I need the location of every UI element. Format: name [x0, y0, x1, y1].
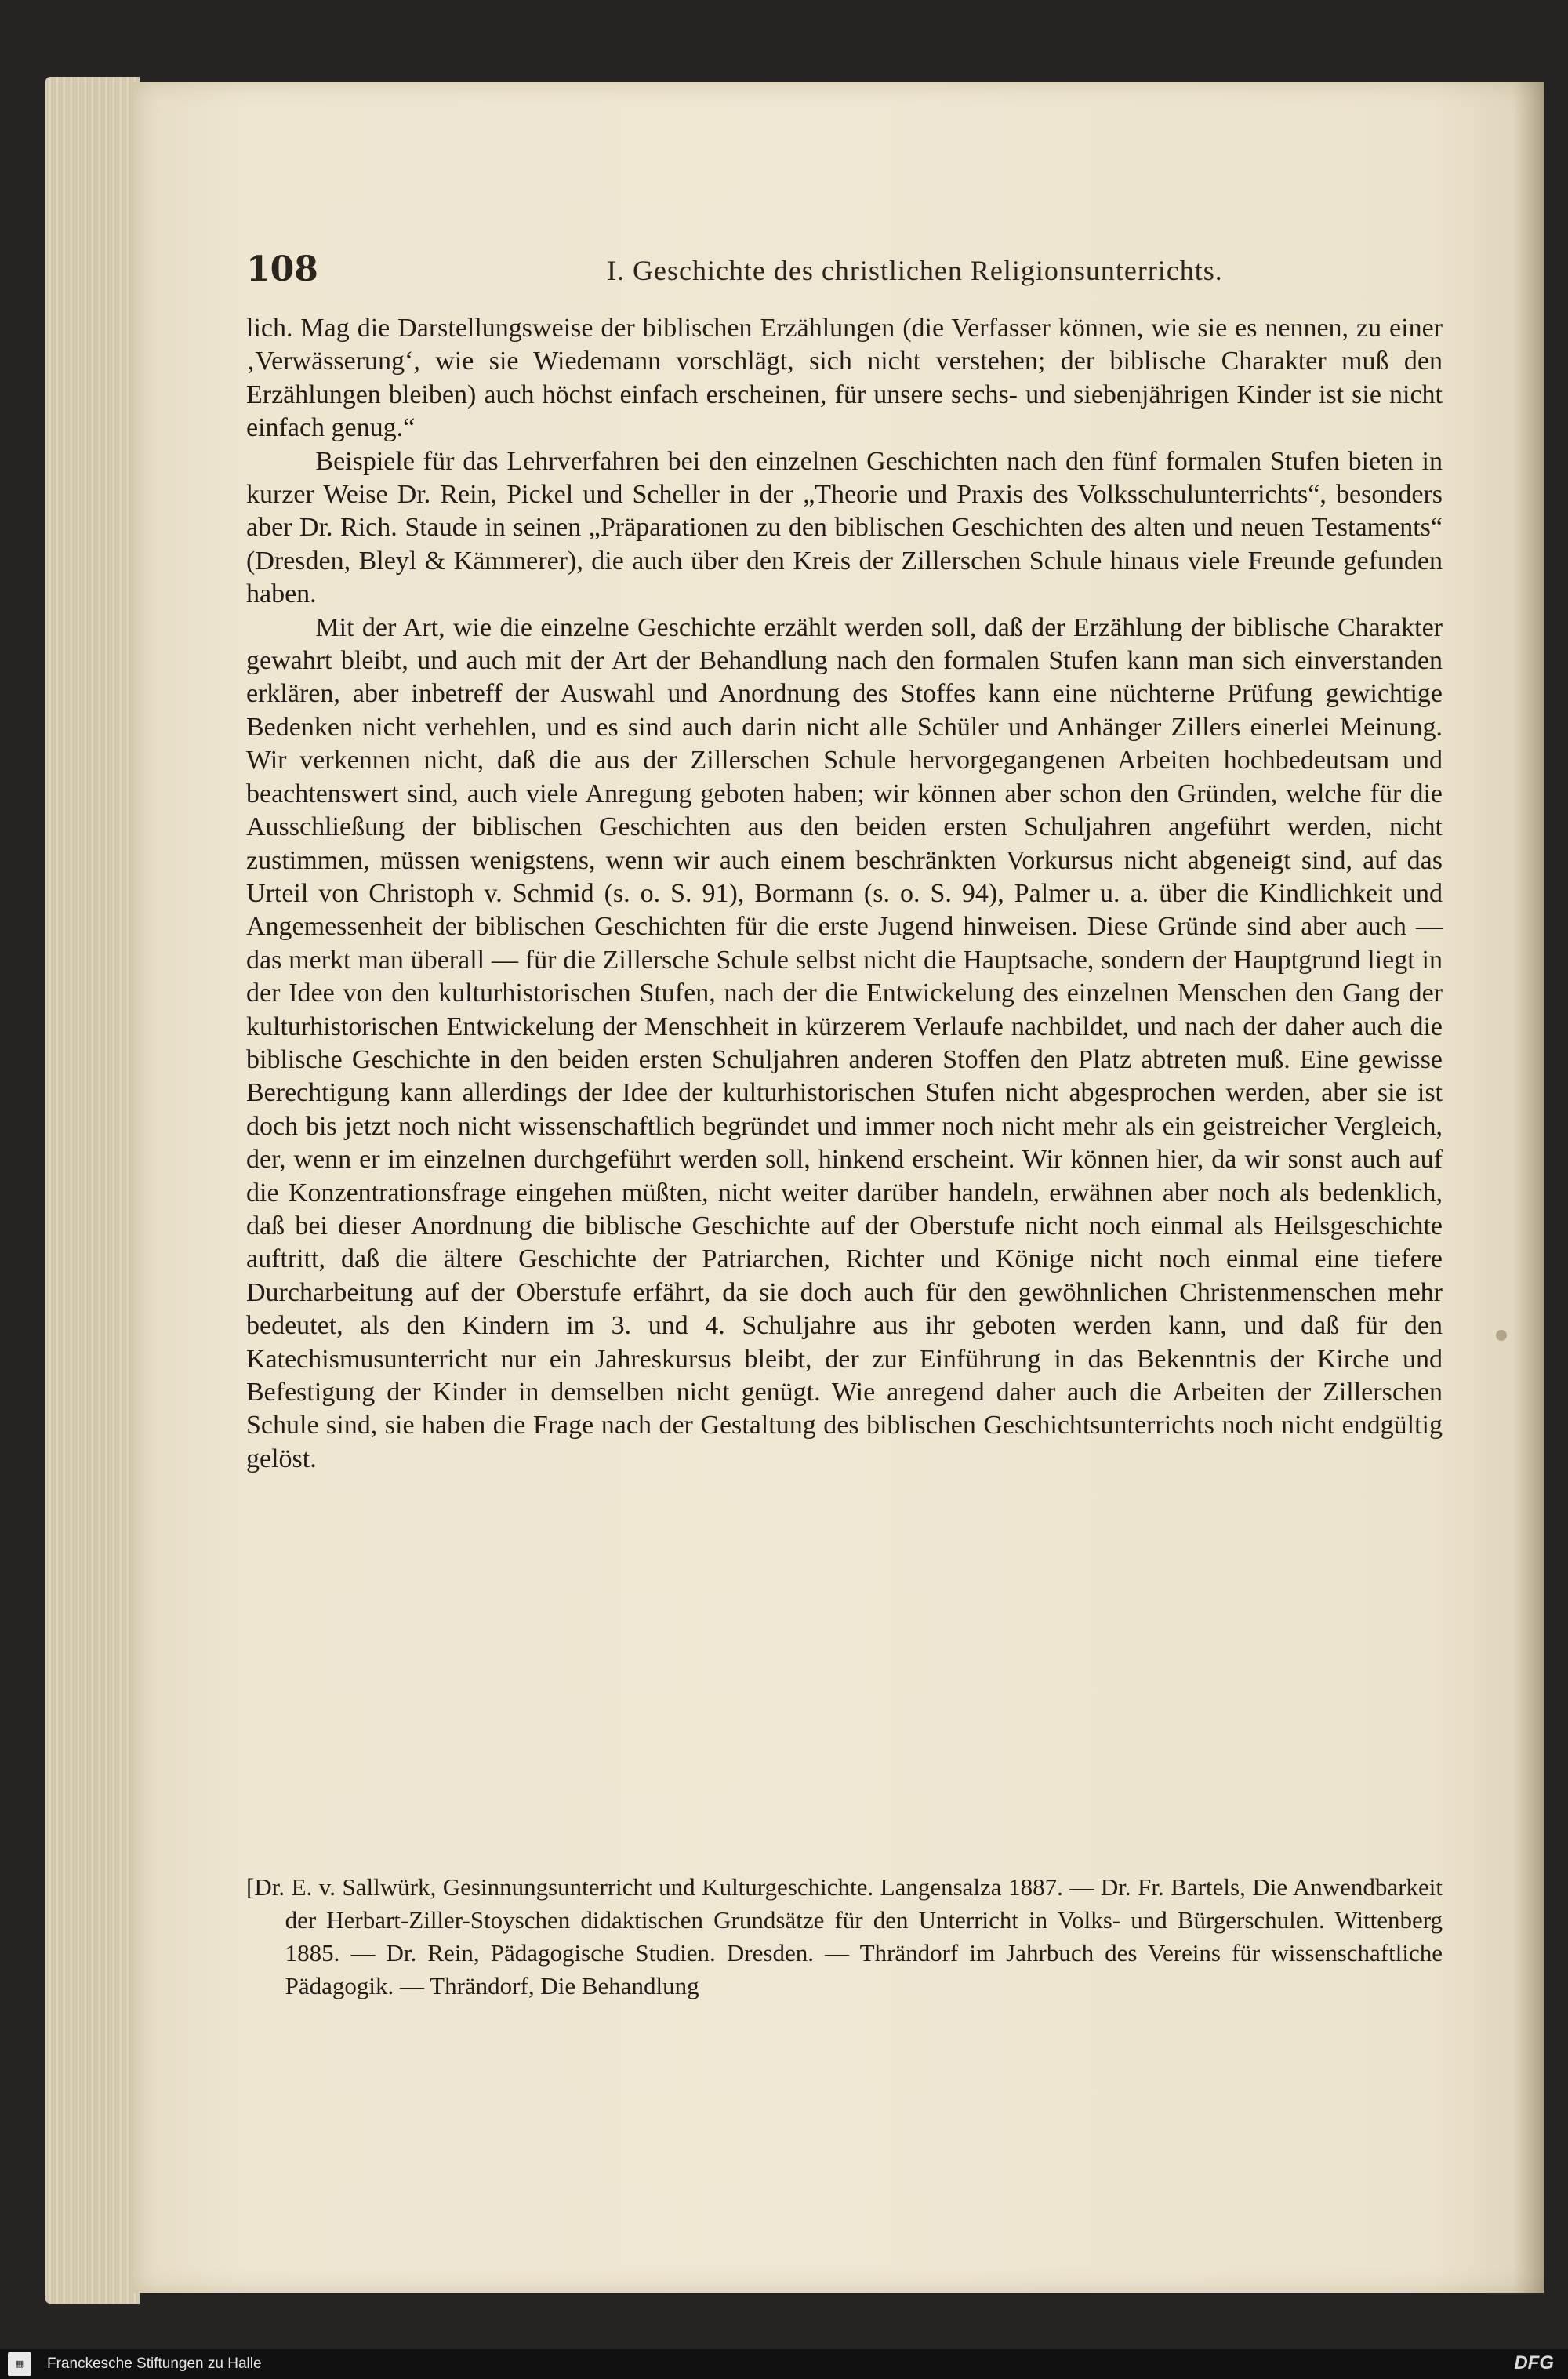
paragraph-3: Mit der Art, wie die einzelne Geschichte erzählt werden soll, daß der Erzählung der biblische Charakter gewahrt bleibt, und auch mit der Art der Behandlung nach den formalen Stufen kann man sich einverstanden erklären, aber inbetreff der Auswahl und Anordnung des Stoffes kann eine nüchterne Prüfung gewichtige Bedenken nicht verhehlen, und es sind auch darin nicht alle Schüler und Anhänger Zillers einerlei Meinung. Wir verkennen nicht, daß die aus der Zillerschen Schule hervorgegangenen Arbeiten hochbedeutsam und beachtenswert sind, auch viele Anregung geboten haben; wir können aber schon den Gründen, welche für die Ausschließung der biblischen Geschichten aus den beiden ersten Schuljahren angeführt werden, nicht zustimmen, müssen wenigstens, wenn wir auch einem beschränkten Vorkursus nicht abgeneigt sind, auf das Urteil von Christoph v. Schmid (s. o. S. 91), Bormann (s. o. S. 94), Palmer u. a. über die Kindlichkeit und Angemessenheit der biblischen Geschichten für die erste Jugend hinweisen. Diese Gründe sind aber auch — das merkt man überall — für die Zillersche Schule selbst nicht die Hauptsache, sondern der Hauptgrund liegt in der Idee von den kulturhistorischen Stufen, nach der die Entwickelung des einzelnen Menschen den Gang der kulturhistorischen Entwickelung der Menschheit in kürzerem Verlaufe nachbildet, und nach der daher auch die biblische Geschichte in den beiden ersten Schuljahren anderen Stoffen den Platz abtreten muß. Eine gewisse Berechtigung kann allerdings der Idee der kulturhistorischen Stufen nicht abgesprochen werden, aber sie ist doch bis jetzt noch nicht wissenschaftlich begründet und immer noch nicht mehr als ein geistreicher Vergleich, der, wenn er im einzelnen durchgeführt werden soll, hinkend erscheint. Wir können hier, da wir sonst auch auf die Konzentrationsfrage eingehen müßten, nicht weiter darüber handeln, erwähnen aber noch als bedenklich, daß bei dieser Anordnung die biblische Geschichte auf der Oberstufe nicht noch einmal als Heilsgeschichte auftritt, daß die ältere Geschichte der Patriarchen, Richter und Könige nicht noch einmal eine tiefere Durcharbeitung auf der Oberstufe erfährt, da sie doch auch für den gewöhnlichen Christenmenschen mehr bedeutet, als den Kindern im 3. und 4. Schuljahre aus ihr geboten werden kann, und daß für den Katechismusunterricht nur ein Jahreskursus bleibt, der zur Einführung in das Bekenntnis der Kirche und Befestigung der Kinder in demselben nicht genügt. Wie anregend daher auch die Arbeiten der Zillerschen Schule sind, sie haben die Frage nach der Gestaltung des biblischen Geschichtsunterrichts noch nicht endgültig gelöst.: [246, 612, 1443, 1473]
page-number: 108: [246, 249, 318, 289]
references-block: [246, 1871, 1443, 2003]
page-header: [246, 249, 1443, 296]
paragraph-1: lich. Mag die Darstellungsweise der biblischen Erzählungen (die Verfasser können, wie sie es nennen, zu einer ‚Verwässerung‘, wie sie Wiedemann vorschlägt, sich nicht verstehen; der biblische Charakter muß den Erzählungen bleiben) auch höchst einfach erscheinen, für unsere sechs- und siebenjährigen Kinder ist sie nicht einfach genug.“: [246, 314, 1443, 443]
paper-spot: [1496, 1330, 1507, 1341]
paragraph-2: Beispiele für das Lehrverfahren bei den einzelnen Geschichten nach den fünf formalen Stufen bieten in kurzer Weise Dr. Rein, Pickel und Scheller in der „Theorie und Praxis des Volksschulunterrichts“, besonders aber Dr. Rich. Staude in seinen „Präparationen zu den biblischen Geschichten des alten und neuen Testaments“ (Dresden, Bleyl & Kämmerer), die auch über den Kreis der Zillerschen Schule hinaus viele Freunde gefunden haben.: [246, 446, 1443, 609]
footer-institution: Franckesche Stiftungen zu Halle: [47, 2355, 262, 2372]
book-page-edges: [45, 77, 140, 2304]
page-gutter-shadow: [1513, 82, 1544, 2293]
body-text: [246, 312, 1443, 1476]
dfg-logo: DFG: [1514, 2352, 1554, 2374]
references-text: [Dr. E. v. Sallwürk, Gesinnungsunterricht und Kulturgeschichte. Langensalza 1887. — Dr. Fr. Bartels, Die Anwendbarkeit der Herbart-Ziller-Stoyschen didaktischen Grundsätze für den Unterricht in Volks- und Bürgerschulen. Wittenberg 1885. — Dr. Rein, Pädagogische Studien. Dresden. — Thrändorf im Jahrbuch des Vereins für wissenschaftliche Pädagogik. — Thrändorf, Die Behandlung: [246, 1873, 1443, 1999]
institution-logo-icon: ▦: [8, 2352, 31, 2376]
viewer-footer-bar: [0, 2349, 1568, 2379]
running-title: I. Geschichte des christlichen Religionsunterrichts.: [607, 255, 1223, 286]
